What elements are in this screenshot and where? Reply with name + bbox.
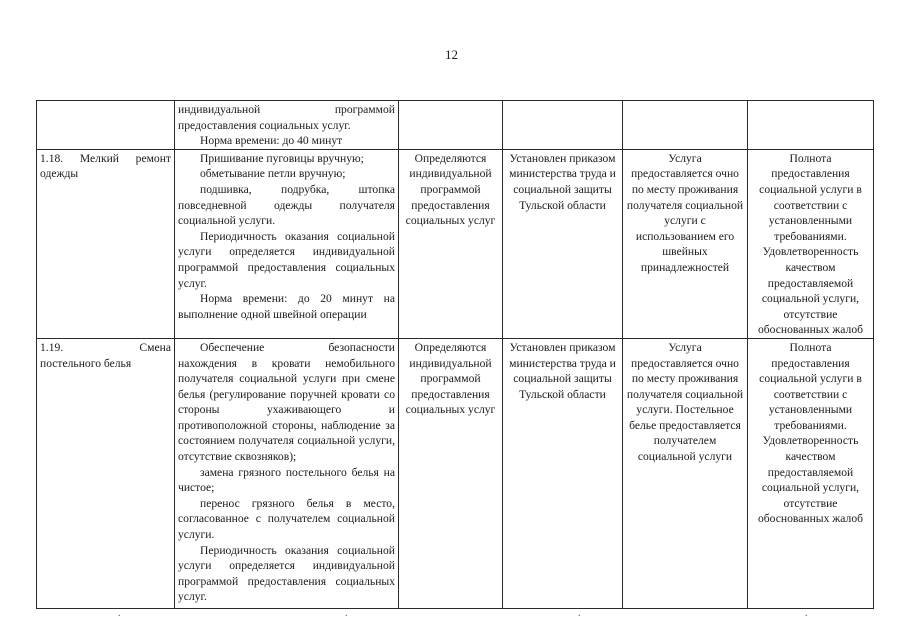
table-row [37, 338, 874, 608]
basis-cell: Установлен приказом министерства труда и социальной защиты Тульской области [503, 338, 623, 608]
service-description-cell [175, 101, 399, 150]
service-name-cell [37, 149, 175, 338]
quality-cell: Полнота предоставления социальной услуги в соответствии с установленными требованиями. Удовлетворенность качеством предоставляемой социальной услуги, отсутствие обоснованных жалоб [748, 338, 874, 608]
service-name-line: постельного белья [40, 356, 132, 370]
description-paragraph: Норма времени: до 20 минут на выполнение одной швейной операции [178, 292, 395, 321]
recipient-cell: Определяются индивидуальной программой предоставления социальных услуг [399, 149, 503, 338]
scan-mark: . [578, 608, 581, 619]
service-name-cell [37, 101, 175, 150]
basis-cell: Установлен приказом министерства труда и социальной защиты Тульской области [503, 149, 623, 338]
service-description-cell [175, 149, 399, 338]
scan-mark: . [118, 608, 121, 619]
quality-cell: Полнота предоставления социальной услуги в соответствии с установленными требованиями. Удовлетворенность качеством предоставляемой социальной услуги, отсутствие обоснованных жалоб [748, 149, 874, 338]
scan-mark: . [805, 608, 808, 619]
description-paragraph: обметывание петли вручную; [200, 167, 346, 181]
conditions-cell: Услуга предоставляется очно по месту проживания получателя социальной услуги с использованием его швейных принадлежностей [623, 149, 748, 338]
description-paragraph: Пришивание пуговицы вручную; [200, 151, 364, 165]
description-paragraph: предоставления социальных услуг. [178, 118, 351, 132]
table-row [37, 101, 874, 150]
description-paragraph: Обеспечение безопасности нахождения в кровати немобильного получателя социальной услуги при смене белья (регулирование поручней кровати со стороны ухаживающего и противоположной стороны, наблюдение за состоянием получателя социальной услуги, отсутствие сквозняков); [178, 340, 395, 464]
services-table [36, 100, 874, 609]
description-paragraph: перенос грязного белья в место, согласованное с получателем социальной услуги. [178, 496, 395, 542]
service-description-cell [175, 338, 399, 608]
recipient-cell: Определяются индивидуальной программой предоставления социальных услуг [399, 338, 503, 608]
service-name-cell [37, 338, 175, 608]
quality-cell [748, 101, 874, 150]
basis-cell [503, 101, 623, 150]
description-paragraph: индивидуальной программой [178, 103, 395, 116]
description-paragraph: Периодичность оказания социальной услуги определяется индивидуальной программой предоставления социальных услуг. [178, 543, 395, 604]
recipient-cell [399, 101, 503, 150]
table-row [37, 149, 874, 338]
description-paragraph: Норма времени: до 40 минут [200, 134, 343, 148]
service-name-line: 1.18. Мелкий ремонт [40, 151, 171, 165]
conditions-cell [623, 101, 748, 150]
service-name-line: одежды [40, 167, 79, 181]
description-paragraph: подшивка, подрубка, штопка повседневной одежды получателя социальной услуги. [178, 182, 395, 228]
description-paragraph: Периодичность оказания социальной услуги определяется индивидуальной программой предоставления социальных услуг. [178, 229, 395, 290]
conditions-cell: Услуга предоставляется очно по месту проживания получателя социальной услуги. Постельное белье предоставляется получателем социальной услуги [623, 338, 748, 608]
scan-mark: . [345, 608, 348, 619]
description-paragraph: замена грязного постельного белья на чистое; [178, 465, 395, 495]
page-number: 12 [445, 47, 458, 62]
service-name-line: 1.19. Смена [40, 340, 171, 354]
